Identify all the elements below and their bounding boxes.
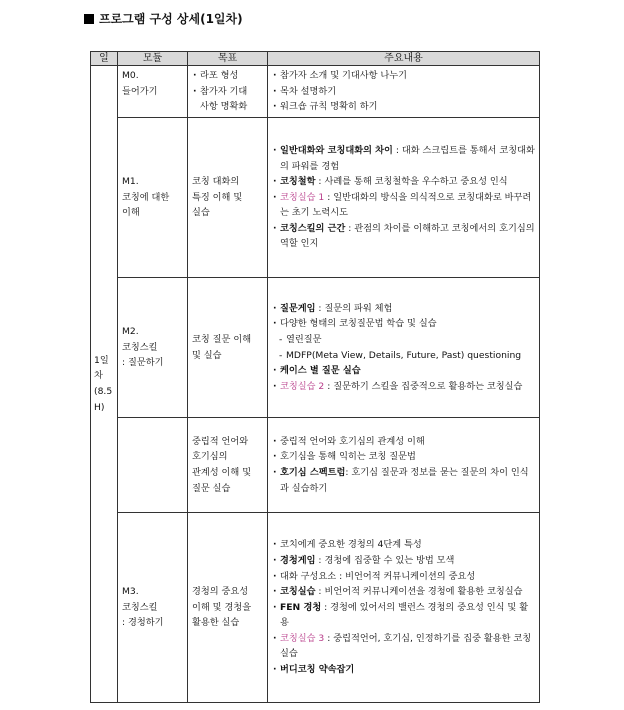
content-item: - MDFP(Meta View, Details, Future, Past) questioning [272, 348, 535, 364]
content-item: · 워크숍 규칙 명확히 하기 [272, 99, 535, 115]
content-bold: FEN 경청 [280, 601, 322, 613]
content-bold: 코칭실습 [280, 586, 316, 598]
content-item: · 코칭철학 : 사례를 통해 코칭철학을 우수하고 중요성 인식 [272, 174, 535, 190]
content-list [272, 434, 535, 496]
section-title-text: 프로그램 구성 상세(1일차) [99, 12, 243, 26]
table-row [91, 513, 540, 703]
content-list [272, 537, 535, 677]
goal-cell: 경청의 중요성 이해 및 경청을 활용한 실습 [188, 513, 268, 703]
goal-cell: 중립적 언어와 호기심의 관계성 이해 및 질문 실습 [188, 418, 268, 513]
content-item: · 코칭실습 3 : 중립적언어, 호기심, 인정하기를 집중 활용한 코칭 실습 [272, 631, 535, 662]
content-item [272, 662, 535, 678]
module-cell: M0. 들어가기 [118, 66, 188, 118]
goal-item: · 라포 형성 [192, 68, 263, 84]
content-item [272, 363, 535, 379]
content-item: · 목차 설명하기 [272, 84, 535, 100]
header-day: 일 [91, 52, 118, 66]
content-item: · 다양한 형태의 코칭질문법 학습 및 실습 [272, 316, 535, 332]
content-cell [268, 278, 540, 418]
goal-list [192, 68, 263, 115]
content-list [272, 68, 535, 115]
content-item: · 대화 구성요소 : 비언어적 커뮤니케이션의 중요성 [272, 569, 535, 585]
content-item: · 질문게임 : 질문의 파워 체험 [272, 301, 535, 317]
goal-cell [188, 66, 268, 118]
program-table [90, 51, 540, 703]
square-bullet-icon [84, 14, 94, 24]
goal-cell: 코칭 질문 이해 및 실습 [188, 278, 268, 418]
content-cell [268, 418, 540, 513]
content-bold: 코칭철학 [280, 176, 316, 188]
content-item: · 코칭실습 1 : 일반대화의 방식을 의식적으로 코칭대화로 바꾸려는 초기 노력시도 [272, 190, 535, 221]
table-header-row [91, 52, 540, 66]
day-cell: 1일 차 (8.5 H) [91, 66, 118, 703]
content-practice: 코칭실습 1 [280, 191, 325, 203]
content-item: · 코치에게 중요한 경청의 4단계 특성 [272, 537, 535, 553]
content-practice: 코칭실습 3 [280, 632, 325, 644]
content-item: · 호기심 스펙트럼: 호기심 질문과 정보를 묻는 질문의 차이 인식과 실습하기 [272, 465, 535, 496]
header-module: 모듈 [118, 52, 188, 66]
content-item: · 코칭실습 : 비언어적 커뮤니케이션을 경청에 활용한 코칭실습 [272, 584, 535, 600]
table-body [91, 66, 540, 703]
content-practice: 코칭실습 2 [280, 380, 325, 392]
module-cell: M1. 코칭에 대한 이해 [118, 118, 188, 278]
content-item: · 경청게임 : 경청에 집중할 수 있는 방법 모색 [272, 553, 535, 569]
module-cell: M2. 코칭스킬 : 질문하기 [118, 278, 188, 418]
content-bold: 코칭스킬의 근간 [280, 222, 346, 234]
content-cell [268, 118, 540, 278]
table-row [91, 418, 540, 513]
content-bold: 일반대화와 코칭대화의 차이 [280, 144, 393, 156]
goal-item: · 참가자 기대 사항 명확화 [192, 84, 263, 115]
content-item: · 참가자 소개 및 기대사항 나누기 [272, 68, 535, 84]
goal-cell: 코칭 대화의 특징 이해 및 실습 [188, 118, 268, 278]
content-item: · 중립적 언어와 호기심의 관계성 이해 [272, 434, 535, 450]
content-bold: 경청게임 [280, 554, 316, 566]
table-row [91, 118, 540, 278]
module-cell: M3. 코칭스킬 : 경청하기 [118, 513, 188, 703]
content-cell [268, 66, 540, 118]
content-bold: 호기심 스펙트럼 [280, 467, 346, 478]
content-item: · 코칭실습 2 : 질문하기 스킬을 집중적으로 활용하는 코칭실습 [272, 379, 535, 395]
content-item: · 코칭스킬의 근간 : 관점의 차이를 이해하고 코칭에서의 호기심의 역할 인지 [272, 221, 535, 252]
content-item: · 일반대화와 코칭대화의 차이 : 대화 스크립트를 통해서 코칭대화의 파워를 경험 [272, 143, 535, 174]
content-bold: 케이스 별 질문 실습 [280, 365, 361, 377]
section-title [84, 10, 243, 27]
content-bold: 버디코칭 약속잡기 [280, 664, 355, 676]
content-item: · FEN 경청 : 경청에 있어서의 밸런스 경청의 중요성 인식 및 활용 [272, 600, 535, 631]
content-cell [268, 513, 540, 703]
header-goal: 목표 [188, 52, 268, 66]
content-list [272, 301, 535, 395]
table-row [91, 66, 540, 118]
header-content: 주요내용 [268, 52, 540, 66]
content-item: · 호기심을 통해 익히는 코칭 질문법 [272, 449, 535, 465]
content-list [272, 143, 535, 252]
table-row [91, 278, 540, 418]
content-bold: 질문게임 [280, 302, 316, 314]
content-item: - 열린질문 [272, 332, 535, 348]
module-cell [118, 418, 188, 513]
